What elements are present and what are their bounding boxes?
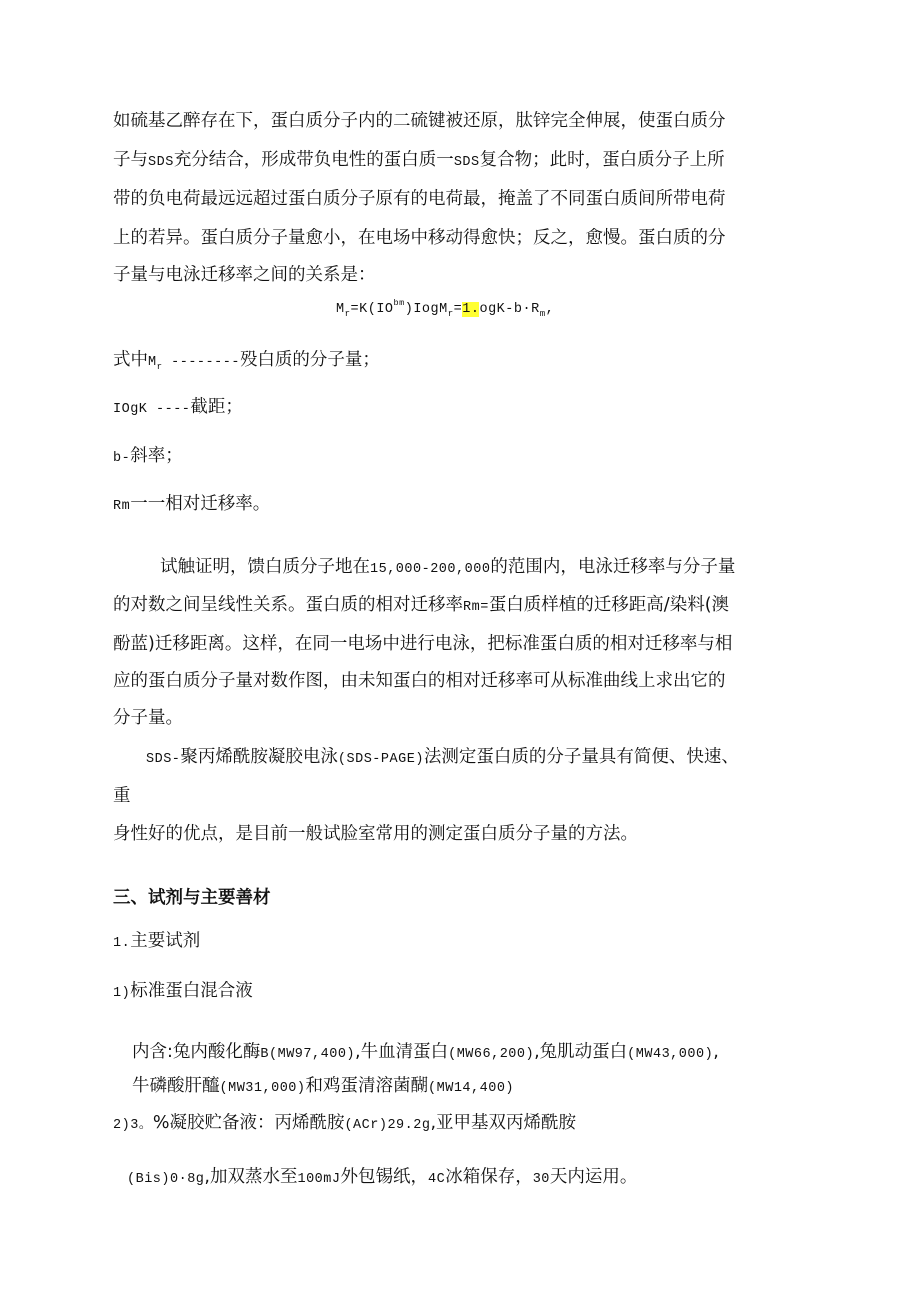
paragraph-2-line-5: 分子量。	[113, 708, 183, 728]
paragraph-3-line-3: 身性好的优点，是目前一般试脸室常用的测定蛋白质分子量的方法。	[113, 824, 638, 844]
definition-rm: Rm一一相对迁移率。	[113, 494, 271, 514]
item-standard-protein: 1)标准蛋白混合液	[113, 981, 253, 1001]
paragraph-2-line-3: 酚蓝)迁移距离。这样，在同一电场中进行电泳，把标准蛋白质的相对迁移率与相	[113, 634, 733, 654]
definition-logk: IOgK ----截距；	[113, 397, 243, 417]
paragraph-1-line-1: 如硫基乙醉存在下，蛋白质分子内的二硫键被还原，肽锌完全伸展，使蛋白质分	[113, 111, 726, 131]
definition-mr: 式中$M_r$ --------殁白质的分子量；	[113, 350, 380, 372]
paragraph-1-line-4: 上的若异。蛋白质分子量愈小，在电场中移动得愈快；反之，愈慢。蛋白质的分	[113, 228, 726, 248]
section-heading: 三、试剂与主要善材	[113, 888, 271, 908]
paragraph-1-line-2: 子与SDS充分结合，形成带负电性的蛋白质一SDS复合物；此时，蛋白质分子上所	[113, 150, 725, 170]
paragraph-3-line-1: SDS-聚丙烯酰胺凝胶电泳(SDS-PAGE)法测定蛋白质的分子量具有简便、快速、	[146, 747, 739, 767]
paragraph-2-line-2: 的对数之间呈线性关系。蛋白质的相对迁移率Rm=蛋白质样植的迁移距高/染料(澳	[113, 595, 730, 615]
formula: $M_r=K(IO^{bm})IogM_r=1.ogK-b\cdot R_m$,	[336, 298, 555, 319]
item-main-reagents: 1.主要试剂	[113, 931, 201, 951]
definition-b: b-斜率；	[113, 446, 183, 466]
paragraph-1-line-5: 子量与电泳迁移率之间的关系是：	[113, 265, 376, 285]
content-line-2: 牛磷酸肝醯(MW31,000)和鸡蛋清溶菌醐(MW14,400)	[132, 1076, 515, 1096]
paragraph-2-line-4: 应的蛋白质分子量对数作图，由未知蛋白的相对迁移率可从标准曲线上求出它的	[113, 671, 726, 691]
highlighted-text: 1.	[462, 302, 480, 317]
paragraph-2-line-1: 试触证明，馈白质分子地在15,000-200,000的范围内，电泳迁移率与分子量	[160, 557, 736, 577]
content-line-1: 内含:兔内酸化酶B(MW97,400),牛血清蛋白(MW66,200),兔肌动蛋白(MW43,000),	[132, 1042, 719, 1062]
item-gel-stock-cont: (Bis)0·8g,加双蒸水至100mJ外包锡纸，4C冰箱保存，30天内运用。	[127, 1167, 638, 1187]
item-gel-stock: 2)3。%凝胶贮备液：丙烯酰胺(ACr)29.2g,亚甲基双丙烯酰胺	[113, 1113, 577, 1133]
paragraph-1-line-3: 带的负电荷最远远超过蛋白质分子原有的电荷最，掩盖了不同蛋白质间所带电荷	[113, 189, 726, 209]
paragraph-3-line-2: 重	[113, 786, 131, 806]
